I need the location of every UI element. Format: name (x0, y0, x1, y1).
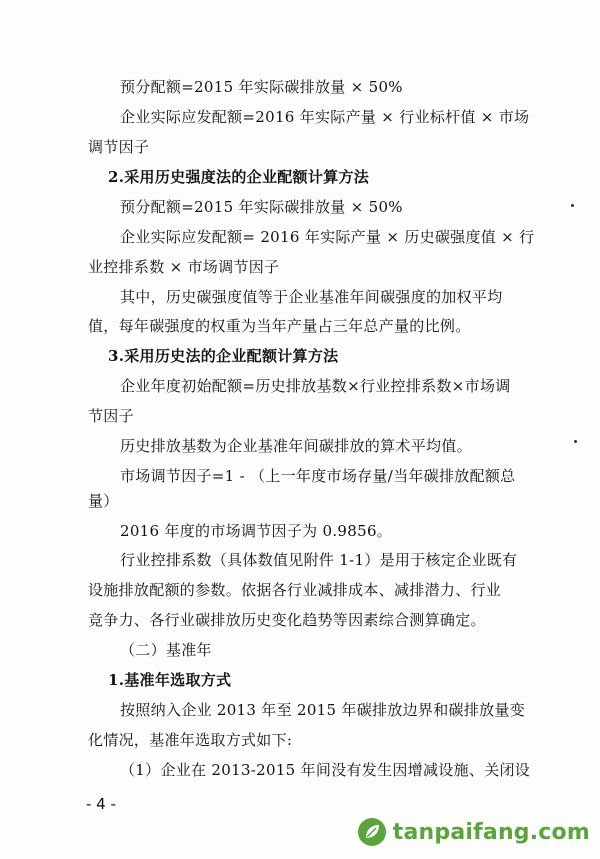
text-line: 调节因子 (88, 138, 150, 156)
text-line: 历史排放基数为企业基准年间碳排放的算术平均值。 (120, 437, 472, 455)
section-heading: 3.采用历史法的企业配额计算方法 (108, 347, 339, 365)
section-subheading: （二）基准年 (120, 641, 212, 659)
text-line: 行业控排系数（具体数值见附件 1-1）是用于核定企业既有 (120, 551, 518, 569)
text-line: 值，每年碳强度的权重为当年产量占三年总产量的比例。 (88, 317, 471, 335)
scan-speck (574, 440, 577, 443)
text-line: 节因子 (88, 407, 134, 425)
watermark-text: tanpaifang.com (392, 819, 590, 845)
text-line: 按照纳入企业 2013 年至 2015 年碳排放边界和碳排放量变 (120, 701, 526, 719)
text-line: 企业实际应发配额=2016 年实际产量 × 行业标杆值 × 市场 (120, 108, 530, 126)
text-line: 量） (88, 492, 119, 510)
text-line: 市场调节因子=1 - （上一年度市场存量/当年碳排放配额总 (120, 467, 516, 485)
page-number: - 4 - (86, 795, 116, 813)
leaf-circle-icon (357, 817, 387, 847)
text-line: 竞争力、各行业碳排放历史变化趋势等因素综合测算确定。 (88, 611, 486, 629)
text-line: 企业实际应发配额= 2016 年实际产量 × 历史碳强度值 × 行 (120, 228, 535, 246)
section-heading: 1.基准年选取方式 (108, 671, 232, 689)
text-line: 2016 年度的市场调节因子为 0.9856。 (120, 522, 393, 540)
section-heading: 2.采用历史强度法的企业配额计算方法 (108, 168, 370, 186)
watermark (357, 817, 590, 847)
text-line: 企业年度初始配额=历史排放基数×行业控排系数×市场调 (120, 377, 511, 395)
text-line: 化情况，基准年选取方式如下: (88, 731, 293, 749)
text-line: 预分配额=2015 年实际碳排放量 × 50% (120, 198, 403, 216)
text-line: （1）企业在 2013-2015 年间没有发生因增减设施、关闭设 (120, 761, 531, 779)
text-line: 业控排系数 × 市场调节因子 (88, 258, 280, 276)
text-line: 设施排放配额的参数。依据各行业减排成本、减排潜力、行业 (88, 581, 502, 599)
text-line: 其中，历史碳强度值等于企业基准年间碳强度的加权平均 (120, 288, 503, 306)
scan-speck (571, 204, 574, 207)
text-line: 预分配额=2015 年实际碳排放量 × 50% (120, 78, 403, 96)
